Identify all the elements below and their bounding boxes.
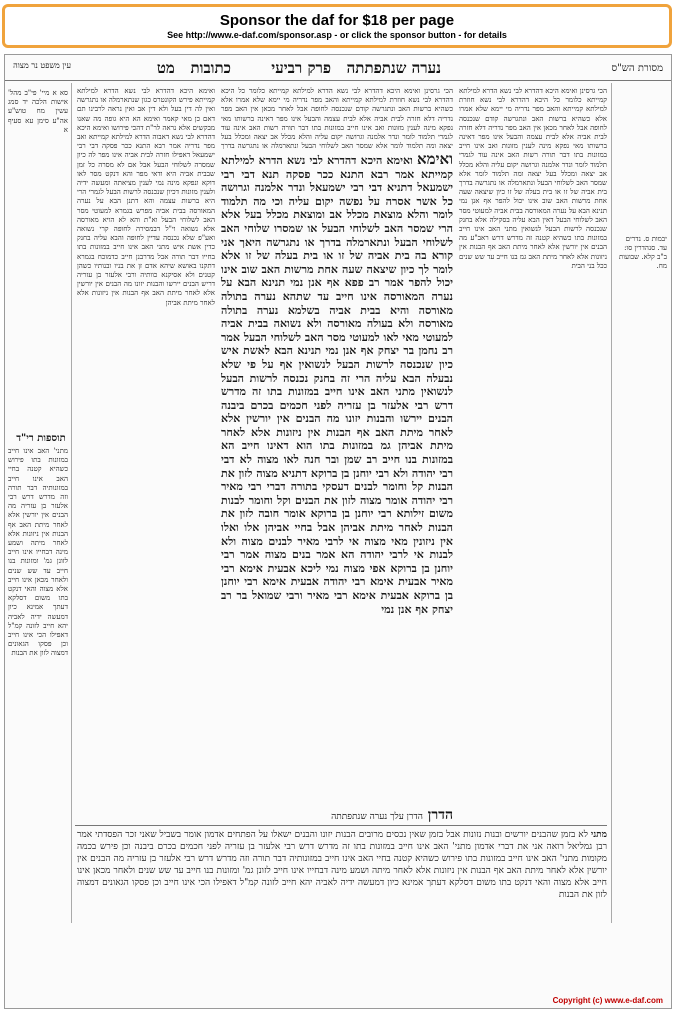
tosafot-rid-text: מתני' האב אינו חייב במזונות בתו פירוש כשהיא קטנה בחיי האב אינו חייב במזונותיה דבר תורה וזה מדרש דרש רבי אלעזר בן עזריה מה הבנים אין יורשין אלא לאחר מיתת האב אף הבנות אין ניזונות אלא לאחר מיתה ושמע מינה דבחייו אינו חייב לזונן גמ' ומזונות בנו חייב עד שש שנים ולאחר מכאן אינו חייב אלא מצוה והאי דנקט בתו משום דסלקא דעתך אמינא כיון דמעשה ידיה לאביה יהא חייב לזונה קמ"ל דאפילו הכי אינו חייב וכן פסקו הגאונים דמצוה לזון את הבנות — [8, 447, 68, 658]
folio-number: מט — [156, 59, 175, 77]
sponsor-title[interactable]: Sponsor the daf for $18 per page — [219, 12, 455, 29]
rashi-top-text: הכי גרסינן ואימא היכא דהדרא לבי נשא הדרא למילתא קמייתא כלומר כל היכא דהדרא לבי נשא חוזרת למילתא קמייתא והאב מפר נדריה מי יימא שלא אמרו אלא כשהיא ברשות האב ונתגרשה קודם שנכנסה לחופה אבל לאחר מכאן אין האב מפר נדריה דלא חזרה לבית אביה אלא לבית עצמה והבעל אינו מפר דאינה ברשותו מאי נפקא מינה לענין מזונות ואב אינו חייב במזונות בתו דבר תורה רשות האב אינה עוד לגמרי תלמוד לומר ונדר אלמנה וגרושה יקום עליה והלא מכלל אב יצאה ומכלל בעל יצאה ומה תלמוד לומר אלא שמסר האב לשלוחי הבעל ונתארמלה או נתגרשה בדרך — [221, 87, 453, 149]
page-title: נערה שנתפתתה — [346, 59, 441, 77]
sponsor-banner[interactable] — [2, 4, 672, 48]
ein-mishpat-text: סא א מיי' פי"ב מהל' אישות הלכה יד סמג עשין מח טוש"ע אה"ע סימן עא סעיף א — [8, 89, 68, 134]
chapter-title: פרק רביעי — [271, 59, 331, 77]
talmud-page — [4, 54, 672, 1009]
masoret-heading: מסורת הש"ס — [611, 63, 663, 74]
rashi-column — [459, 87, 607, 903]
header-divider — [5, 80, 671, 81]
ein-mishpat-column — [8, 89, 68, 169]
bottom-commentary-text — [77, 829, 607, 901]
copyright-notice[interactable]: Copyright (c) www.e-daf.com — [552, 996, 663, 1005]
ein-mishpat-heading: עין משפט נר מצוה — [13, 61, 71, 70]
sponsor-subtitle[interactable]: See http://www.e-daf.com/sponsor.asp - or click the sponsor button - for details — [167, 30, 507, 40]
tosafot-rid-heading: תוספות רי"ד — [16, 433, 66, 444]
tractate-title — [157, 59, 231, 78]
tosafot-column — [77, 87, 215, 903]
hadran-word: הדרן — [427, 807, 453, 823]
bottom-text: לא בזמן שהבנים יורשים ובנות נזונות אבל בזמן שאין נכסים מרובים הבנות יזונו והבנים ישאלו על הפתחים אדמון אומר בשביל שאני זכר הפסדתי אמר רבן גמליאל רואה אני את דברי אדמון מתני' האב אינו חייב במזונות בתו זה מדרש דרש רבי אלעזר בן עזריה לפני חכמים בכרם ביבנה וכן פירש בכמה מקומות — [77, 830, 607, 864]
rashi-top-block — [221, 87, 453, 149]
mishnah-marker: מתני — [590, 830, 607, 840]
tosafot-text: ואימא היכא דהדרא לבי נשא הדרא למילתא קמייתא פירש הקונטרס כגון שנתארמלה או נתגרשה ואין לה דין בעל ולא דין אב ואין נראה לרבינו תם דאם כן מאי קאמר ואימא הא היא גופה מה שאנו מבקשים אלא נראה לר"ת דהכי פירושו ואימא היכא דהדרא לבי נשא דאבוה הדרא למילתא קמייתא ואב מפר נדריה אמר רבא התנא ככר פסקה דבי רבי ישמעאל דאפילו חזרה לבית אביה אינו מפר לה כיון שמסרה לשלוחי הבעל אבל אם לא מסרה כל זמן שבבית אביה היא ודאי מפר והא דנקט מסר לאו דוקא ונפקא מינה נמי לענין מציאתה ומעשה ידיה ולענין מזונות דכיון שנכנסה לרשות הבעל לגמרי הרי היא ברשות עצמה והא דתנן הבא על נערה המאורסה בבית אביה מפרש בגמרא למעוטי מסר האב לשלוחי הבעל וא"ת והא לא הויא מאורסה אלא נשואה וי"ל דבמסירה לחופה קרי נשואה ואע"פ שלא נכנסה עדיין לחופה והבא עליה בחנק כדין אשת איש מתני האב אינו חייב במזונות בתו בחייו דבר תורה אבל מדרבנן חייב כדמוכח בגמרא דתקנו באושא שיהא אדם זן את בניו ובנותיו כשהן קטנים ולא אסיקנא כוותיה ורבי אלעזר בן עזריה דריש הבנים יירשו והבנות יזונו מה הבנים אין יורשין אלא לאחר מיתת האב אף הבנות אין ניזונות אלא לאחר מיתת אביהן — [77, 87, 215, 307]
bottom-commentary — [77, 829, 607, 989]
gemara-body: ואימא היכא דהדרא לבי נשא הדרא למילתא קמייתא אמר רבא התנא ככר פסקה תנא דבי רבי ישמעאל דתניא דבי רבי ישמעאל ונדר אלמנה וגרושה כל אשר אסרה על נפשה יקום עליה וכי מה תלמוד לומר והלא מוצאת מכלל אב ומוצאת מכלל בעל אלא הרי שמסר האב לשלוחי הבעל או שמסרו שלוחי האב לשלוחי הבעל ונתארמלה בדרך או נתגרשה היאך אני קורא בה בית אביה של זו או בית בעלה של זו אלא לומר לך כיון שיצאה שעה אחת מרשות האב שוב אינו יכול להפר אמר רב פפא אף אנן נמי תנינא הבא על נערה המאורסה אינו חייב עד שתהא נערה בתולה מאורסה והיא בבית אביה בשלמא נערה בתולה מאורסה ולא בעולה מאורסה ולא נשואה בבית אביה למעוטי מאי לאו למעוטי מסר האב לשלוחי הבעל אמר רב נחמן בר יצחק אף אנן נמי תנינא הבא לאשת איש כיון שנכנסה לרשות הבעל לנשואין אף על פי שלא נבעלה הבא עליה הרי זה בחנק נכנסה לרשות הבעל לנשואין מתני האב אינו חייב במזונות בתו זה מדרש דרש רבי אלעזר בן עזריה לפני חכמים בכרם ביבנה הבנים יירשו והבנות יזונו מה הבנים אין יורשין אלא לאחר מיתת האב אף הבנות אין ניזונות אלא לאחר מיתת אביהן גמ במזונות בתו הוא דאינו חייב הא במזונות בנו חייב רב שמן ובר חנה לאו מצוה לא דבי רבי יהודה ולא רבי יוחנן בן ברוקא דתניא מצוה לזון את הבנות קל וחומר לבנים דעסקי בתורה דברי רבי מאיר רבי יהודה אומר מצוה לזון את הבנים וקל וחומר לבנות משום זילותא רבי יוחנן בן ברוקא אומר חובה לזון את הבנות לאחר מיתת אביהן אבל בחיי אביהן אלו ואלו אין ניזונין מאי מצוה אי לרבי מאיר לבנים מצוה ולא לבנות אי לרבי יהודה הא אמר בנים מצוה אמר רבי יוחנן בן ברוקא אפי מצוה נמי ליכא אבעית אימא רבי מאיר אבעית אימא רבי יהודה אבעית אימא רבי יוחנן בן ברוקא אבעית אימא רבי מאיר ורבי שמואל בר רב יצחק אף אנן נמי — [221, 154, 453, 616]
column-divider — [71, 83, 72, 923]
tractate-name: כתובות — [190, 59, 231, 77]
bottom-text-cont: מתני' האב אינו חייב במזונות בתו פירוש כשהיא קטנה בחיי האב אינו חייב במזונותיה דבר תורה וזה מדרש דרש רבי אלעזר בן עזריה מה הבנים אין יורשין אלא לאחר מיתת האב אף הבנות אין ניזונות אלא לאחר מיתה ושמע מינה דבחייו אינו חייב לזונן גמ' ומזונות בנו חייב עד שש שנים ולאחר מכאן אינו חייב אלא מצוה והאי דנקט בתו משום דסלקא דעתך אמינא כיון דמעשה ידיה לאביה יהא חייב לזונה קמ"ל דאפילו הכי אינו חייב וכן פסקו הגאונים דמצוה לזון את הבנות — [77, 854, 607, 900]
rashi-text: הכי גרסינן ואימא היכא דהדרא לבי נשא הדרא למילתא קמייתא כלומר כל היכא דהדרא לבי נשא חוזרת למילתא קמייתא והאב מפר נדריה מי יימא שלא אמרו אלא כשהיא ברשות האב ונתגרשה קודם שנכנסה לחופה אבל לאחר מכאן אין האב מפר נדריה דלא חזרה לבית אביה אלא לבית עצמה והבעל אינו מפר דאינה ברשותו מאי נפקא מינה לענין מזונות ואב אינו חייב במזונות בתו דבר תורה רשות האב אינה עוד לגמרי תלמוד לומר ונדר אלמנה וגרושה יקום עליה והלא מכלל אב יצאה ומכלל בעל יצאה ומה תלמוד לומר אלא שמסר האב לשלוחי הבעל ונתארמלה או נתגרשה בדרך בית אביה של זו או בית בעלה של זו כיון שיצאה שעה אחת מרשות האב שוב אינו יכול להפר אף אנן נמי תנינא הבא על נערה המאורסה בבית אביה למעוטי מסר האב לשלוחי הבעל דאין הבא עליה בסקילה אלא בחנק שנכנסה לרשות הבעל לנשואין מתני האב אינו חייב במזונות בתו כשהיא קטנה זה מדרש דרש ראב"ע מה הבנים אין יורשין אלא לאחר מיתת האב אף הבנות אין ניזונות אלא לאחר מיתת האב גמ בנו חייב עד שש שנים ככל בני הבית — [459, 87, 607, 270]
tosafot-rid-column — [8, 447, 68, 797]
column-divider — [611, 83, 612, 923]
hadran-heading — [221, 807, 453, 824]
hadran-line: הדרן עלך נערה שנתפתתה — [331, 812, 423, 822]
gemara-column — [221, 153, 453, 803]
gemara-start-word: ואימא — [417, 153, 453, 168]
bottom-divider — [75, 825, 607, 826]
gemara-text — [221, 153, 453, 616]
masoret-notes: יבמות ס. נדרים עד. סנהדרין סו: ב"ב קלא. שבועות מח. — [618, 235, 667, 270]
page-header — [5, 59, 671, 81]
